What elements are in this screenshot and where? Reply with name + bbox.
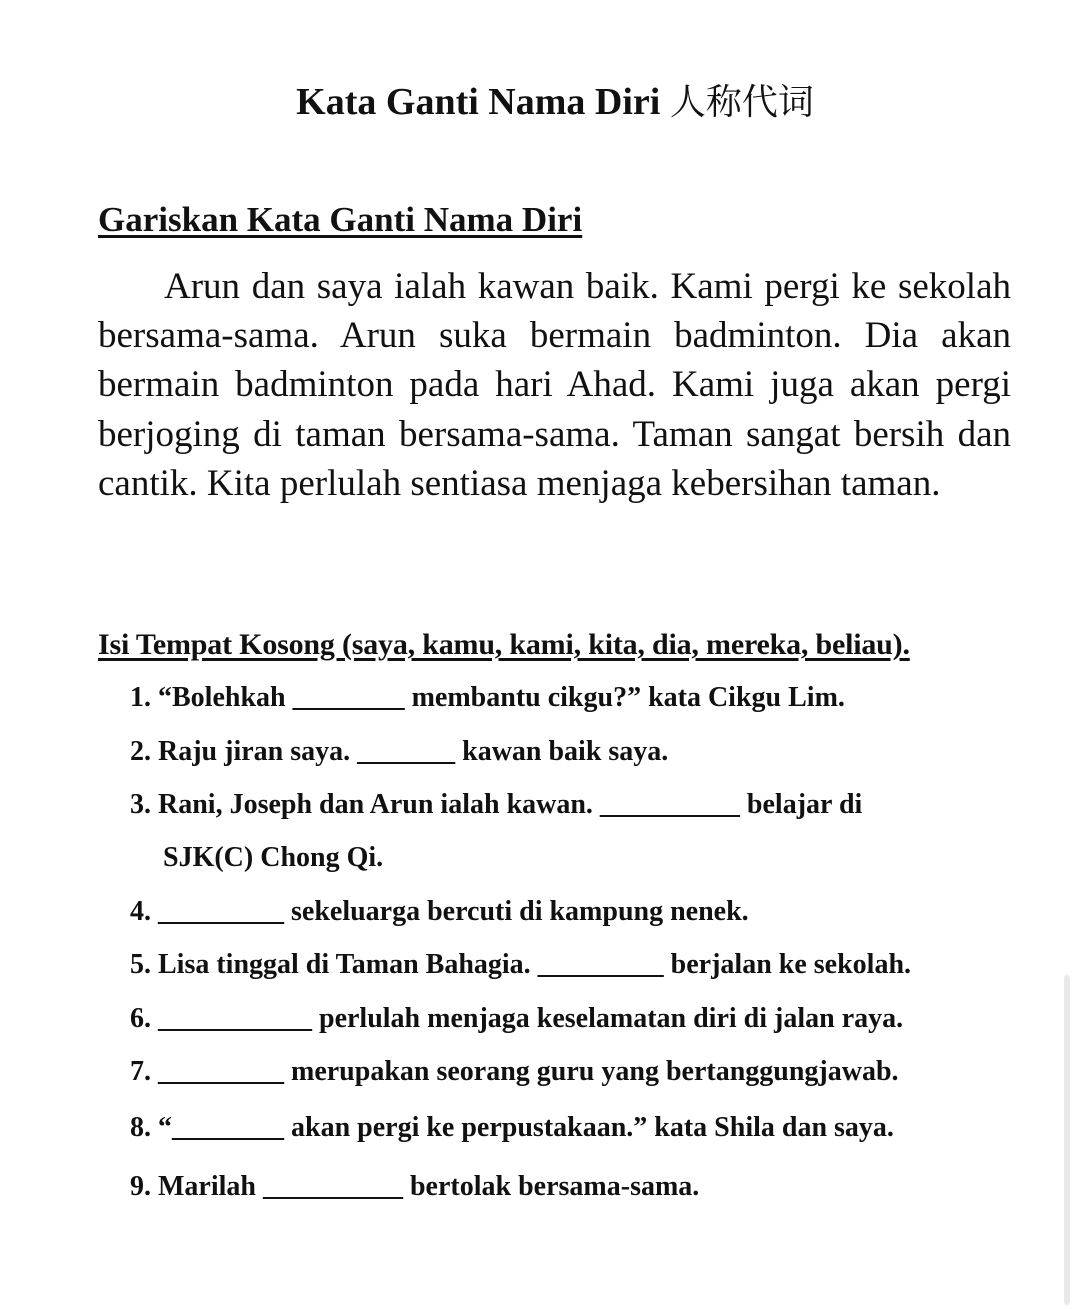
page-title <box>0 74 1080 125</box>
exercise-item-text: 2. Raju jiran saya. _______ kawan baik saya. <box>130 736 669 767</box>
passage-paragraph: Arun dan saya ialah kawan baik. Kami pergi ke sekolah bersama-sama. Arun suka bermain badminton. Dia akan bermain badminton pada hari Ahad. Kami juga akan pergi berjoging di taman bersama-sama. Taman sangat bersih dan cantik. Kita perlulah sentiasa menjaga kebersihan taman. <box>98 266 1011 504</box>
exercise-item-6 <box>130 1003 903 1035</box>
exercise-item-8 <box>130 1112 894 1144</box>
exercise-item-text: 4. _________ sekeluarga bercuti di kampung nenek. <box>130 896 749 927</box>
exercise-item-text: 6. ___________ perlulah menjaga keselamatan diri di jalan raya. <box>130 1003 904 1034</box>
exercise-item-5 <box>130 949 911 981</box>
scrollbar[interactable] <box>1064 975 1070 1305</box>
exercise-item-text: 9. Marilah __________ bertolak bersama-sama. <box>130 1171 700 1202</box>
exercise-item-4 <box>130 896 749 928</box>
section1-heading: Gariskan Kata Ganti Nama Diri <box>98 200 583 239</box>
exercise-item-1 <box>130 682 845 714</box>
exercise-item-text: 5. Lisa tinggal di Taman Bahagia. _________ berjalan ke sekolah. <box>130 949 912 980</box>
exercise-item-text: 8. “________ akan pergi ke perpustakaan.” kata Shila dan saya. <box>130 1112 894 1143</box>
exercise-item-3 <box>130 789 862 874</box>
exercise-item-continuation: SJK(C) Chong Qi. <box>163 842 384 873</box>
exercise-item-7 <box>130 1056 899 1088</box>
exercise-item-9 <box>130 1171 699 1203</box>
title-chinese: 人称代词 <box>669 82 814 123</box>
section2-heading: Isi Tempat Kosong (saya, kamu, kami, kita, dia, mereka, beliau). <box>98 628 910 661</box>
exercise-item-text: 3. Rani, Joseph dan Arun ialah kawan. __________ belajar di <box>130 789 863 820</box>
title-text: Kata Ganti Nama Diri <box>296 81 661 123</box>
exercise-item-2 <box>130 736 668 768</box>
exercise-item-text: 1. “Bolehkah ________ membantu cikgu?” kata Cikgu Lim. <box>130 682 845 713</box>
exercise-item-text: 7. _________ merupakan seorang guru yang bertanggungjawab. <box>130 1056 899 1087</box>
